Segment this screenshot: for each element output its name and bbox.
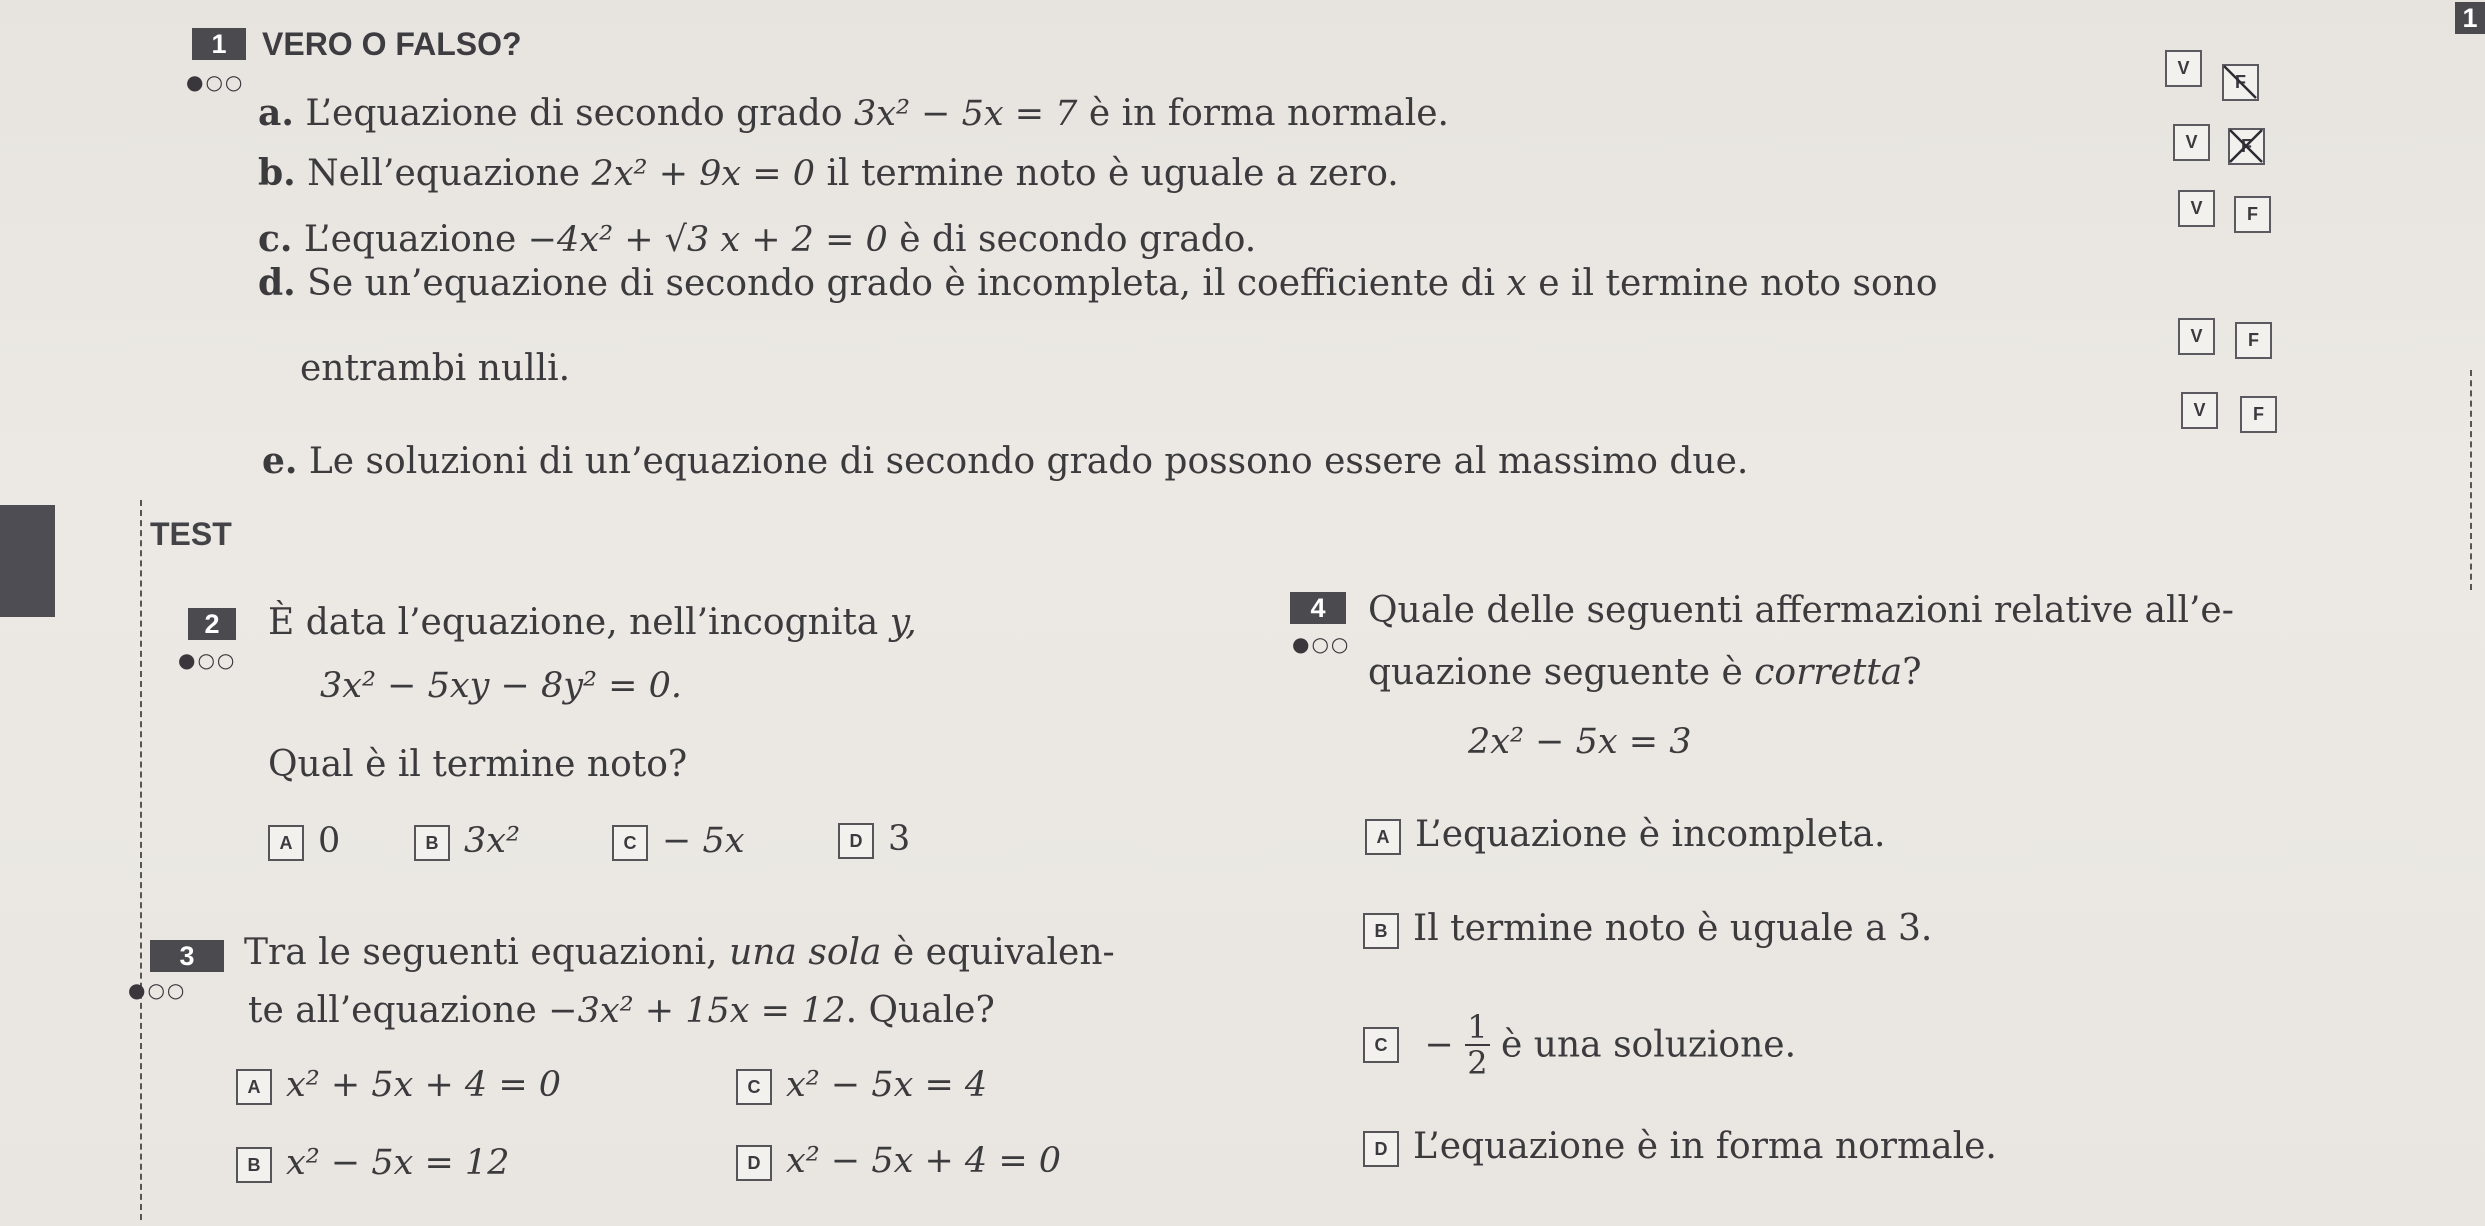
exercise-4-line2 — [1368, 652, 1922, 693]
exercise-4-line1: Quale delle seguenti affermazioni relative all’e- — [1368, 590, 2234, 631]
right-margin-line — [2470, 370, 2472, 590]
exercise-3-option-d[interactable] — [736, 1140, 1061, 1181]
option-d-box: D — [838, 823, 874, 859]
statement-a-text-pre: L’equazione di secondo grado — [305, 93, 843, 134]
option-a-value: 0 — [318, 821, 341, 861]
exercise-4-option-b[interactable] — [1363, 908, 1932, 949]
option-c-fraction — [1465, 1010, 1489, 1080]
statement-e — [262, 440, 1748, 482]
statement-e-false-box[interactable]: F — [2240, 396, 2277, 433]
exercise-2-question: Qual è il termine noto? — [268, 744, 688, 785]
exercise-2-intro — [268, 602, 917, 643]
statement-a-false-mark — [2218, 60, 2262, 104]
option-d-value: 3 — [888, 819, 911, 859]
option-d-box: D — [736, 1145, 772, 1181]
statement-a-text-post: è in forma normale. — [1088, 93, 1449, 134]
test-margin-line — [140, 500, 142, 1220]
option-a-box: A — [1365, 819, 1401, 855]
exercise-2-difficulty: ●○○ — [178, 648, 237, 672]
option-a-box: A — [268, 825, 304, 861]
statement-b-math: 2x² + 9x = 0 — [591, 154, 816, 194]
option-b-value: x² − 5x = 12 — [286, 1143, 510, 1183]
statement-c-text-post: è di secondo grado. — [899, 219, 1257, 260]
option-c-value: − 5x — [662, 821, 745, 861]
statement-e-true-box[interactable]: V — [2181, 392, 2218, 429]
statement-a-true-box[interactable]: V — [2165, 50, 2202, 87]
statement-e-letter: e. — [262, 440, 298, 482]
exercise-3-line2 — [248, 990, 995, 1031]
exercise-4-option-c[interactable] — [1363, 1010, 1796, 1080]
test-label: TEST — [150, 516, 232, 552]
option-b-value: 3x² — [464, 821, 521, 861]
exercise-3-option-c[interactable] — [736, 1064, 987, 1105]
exercise-2-equation: 3x² − 5xy − 8y² = 0. — [320, 666, 683, 706]
statement-b — [258, 152, 1399, 194]
option-a-box: A — [236, 1069, 272, 1105]
statement-d-false-box[interactable]: F — [2235, 322, 2272, 359]
option-d-text: L’equazione è in forma normale. — [1413, 1126, 1997, 1167]
statement-c-math: −4x² + √3 x + 2 = 0 — [527, 220, 888, 260]
option-c-sign: − — [1424, 1025, 1454, 1065]
statement-c-false-box[interactable]: F — [2234, 196, 2271, 233]
option-c-value: x² − 5x = 4 — [786, 1065, 988, 1105]
statement-a-false-box[interactable]: F — [2222, 64, 2259, 101]
exercise-2-option-d[interactable] — [838, 818, 910, 859]
exercise-3-line2-post: . Quale? — [845, 990, 995, 1031]
exercise-4-line2-italic: corretta — [1754, 652, 1903, 693]
statement-d-var: x — [1506, 263, 1527, 304]
exercise-2-option-c[interactable] — [612, 820, 744, 861]
option-b-box: B — [414, 825, 450, 861]
exercise-3-line2-pre: te all’equazione — [248, 990, 537, 1031]
statement-d-true-box[interactable]: V — [2178, 318, 2215, 355]
statement-c — [258, 218, 1256, 260]
exercise-4-option-d[interactable] — [1363, 1126, 1997, 1167]
statement-a-math: 3x² − 5x = 7 — [853, 94, 1078, 134]
exercise-2-number: 2 — [188, 608, 236, 640]
statement-e-text: Le soluzioni di un’equazione di secondo grado possono essere al massimo due. — [308, 441, 1749, 482]
edge-exercise-number: 1 — [2455, 2, 2485, 34]
statement-b-true-box[interactable]: V — [2173, 124, 2210, 161]
exercise-3-option-b[interactable] — [236, 1142, 509, 1183]
option-c-fraction-num: 1 — [1467, 1008, 1488, 1046]
exercise-2-intro-text: È data l’equazione, nell’incognita — [268, 602, 879, 643]
exercise-4-option-a[interactable] — [1365, 814, 1885, 855]
exercise-1-title: VERO O FALSO? — [262, 26, 522, 62]
exercise-4-equation: 2x² − 5x = 3 — [1468, 722, 1692, 762]
exercise-3-number: 3 — [150, 940, 224, 972]
statement-d-line2: entrambi nulli. — [300, 348, 571, 389]
option-c-fraction-den: 2 — [1467, 1044, 1488, 1082]
statement-c-true-box[interactable]: V — [2178, 190, 2215, 227]
exercise-3-line1 — [244, 932, 1115, 973]
statement-b-false-box[interactable]: F — [2228, 128, 2265, 165]
exercise-2-option-a[interactable] — [268, 820, 340, 861]
statement-a-letter: a. — [258, 92, 294, 134]
statement-d — [258, 262, 1938, 304]
statement-b-false-mark — [2224, 124, 2268, 168]
exercise-4-difficulty: ●○○ — [1292, 632, 1351, 656]
option-b-box: B — [1363, 913, 1399, 949]
statement-b-text-post: il termine noto è uguale a zero. — [826, 153, 1399, 194]
exercise-2-option-b[interactable] — [414, 820, 520, 861]
statement-c-letter: c. — [258, 218, 293, 260]
exercise-4-line2-post: ? — [1902, 652, 1922, 693]
statement-d-text-post: e il termine noto sono — [1538, 263, 1938, 304]
option-c-box: C — [736, 1069, 772, 1105]
statement-b-text-pre: Nell’equazione — [307, 153, 581, 194]
exercise-3-difficulty: ●○○ — [128, 978, 187, 1002]
statement-d-letter: d. — [258, 262, 296, 304]
exercise-3-option-a[interactable] — [236, 1064, 561, 1105]
option-c-text: è una soluzione. — [1501, 1024, 1797, 1066]
statement-d-text-pre: Se un’equazione di secondo grado è incompleta, il coefficiente di — [307, 263, 1496, 304]
exercise-1-number: 1 — [192, 28, 246, 60]
exercise-3-line1-post: è equivalen- — [892, 932, 1115, 973]
exercise-2-intro-var: y, — [889, 602, 917, 643]
exercise-3-line1-italic: una sola — [729, 932, 882, 973]
option-c-box: C — [612, 825, 648, 861]
option-d-value: x² − 5x + 4 = 0 — [786, 1141, 1062, 1181]
option-a-value: x² + 5x + 4 = 0 — [286, 1065, 562, 1105]
option-b-text: Il termine noto è uguale a 3. — [1413, 908, 1933, 949]
exercise-4-number: 4 — [1290, 592, 1346, 624]
exercise-1-difficulty: ●○○ — [186, 70, 245, 94]
statement-b-letter: b. — [258, 152, 296, 194]
exercise-3-line2-math: −3x² + 15x = 12 — [548, 991, 846, 1031]
option-b-box: B — [236, 1147, 272, 1183]
test-side-tab — [0, 505, 55, 617]
statement-c-text-pre: L’equazione — [303, 219, 517, 260]
option-d-box: D — [1363, 1131, 1399, 1167]
option-c-box: C — [1363, 1027, 1399, 1063]
exercise-3-line1-pre: Tra le seguenti equazioni, — [244, 932, 718, 973]
option-a-text: L’equazione è incompleta. — [1415, 814, 1886, 855]
exercise-4-line2-pre: quazione seguente è — [1368, 652, 1743, 693]
statement-a — [258, 92, 1449, 134]
